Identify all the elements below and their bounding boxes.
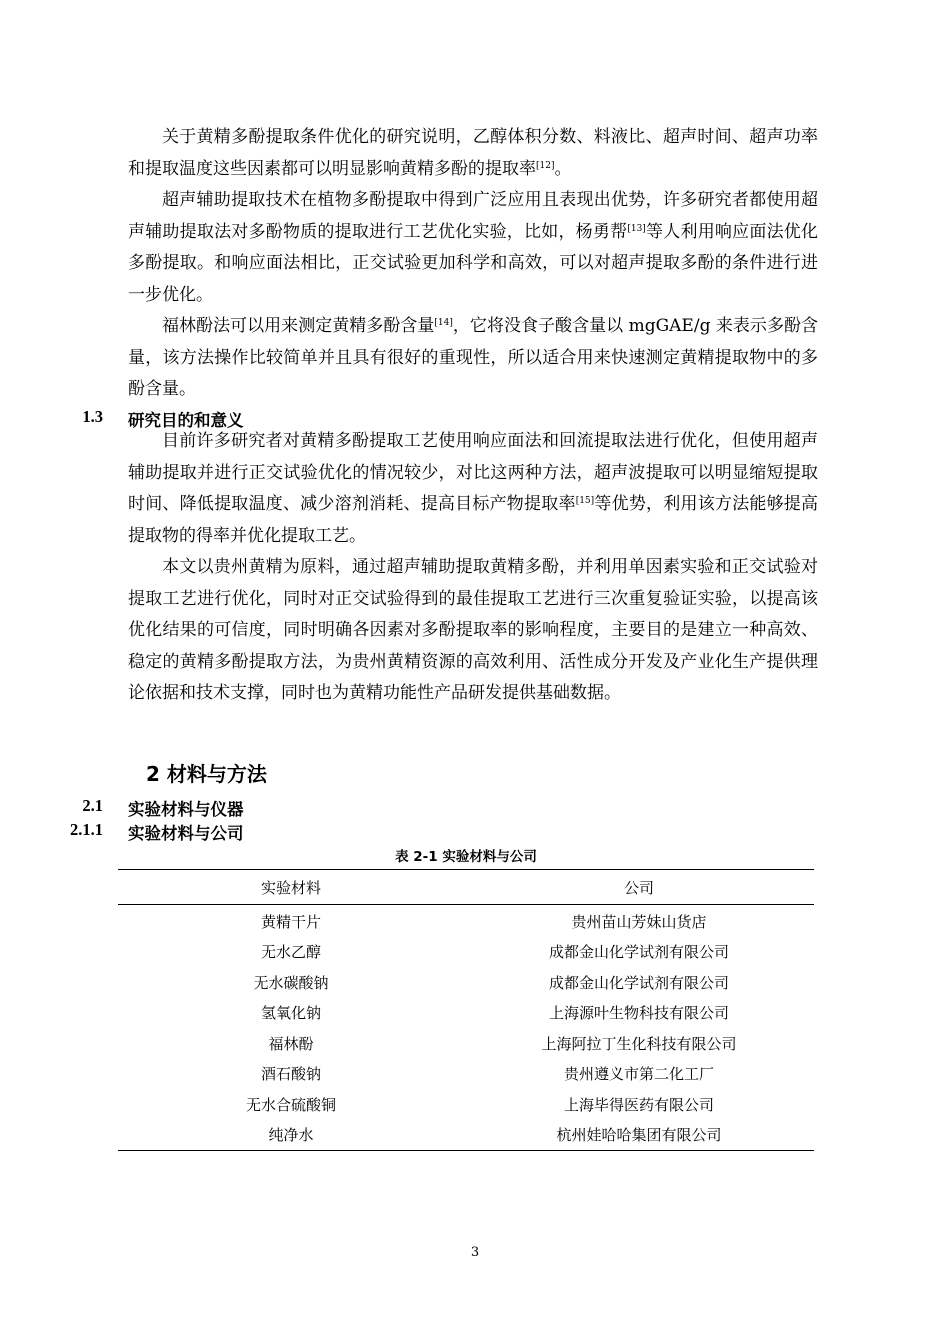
section-title: 研究目的和意义 (128, 411, 244, 430)
table-row (118, 1089, 814, 1120)
material-cell: 氢氧化钠 (260, 1004, 321, 1023)
page-number: 3 (470, 1245, 480, 1260)
company-cell: 上海毕得医药有限公司 (563, 1095, 714, 1114)
table-row (118, 937, 814, 968)
paragraph-1: 关于黄精多酚提取条件优化的研究说明，乙醇体积分数、料液比、超声时间、超声功率和提取温度这些因素都可以明显影响黄精多酚的提取率[12]。 (128, 127, 818, 179)
company-cell: 上海源叶生物科技有限公司 (548, 1004, 729, 1023)
paragraph-4: 目前许多研究者对黄精多酚提取工艺使用响应面法和回流提取法进行优化，但使用超声辅助提取并进行正交试验优化的情况较少，对比这两种方法，超声波提取可以明显缩短提取时间、降低提取温度、减少溶剂消耗、提高目标产物提取率[15]等优势，利用该方法能够提高提取物的得率并优化提取工艺。 (128, 431, 819, 546)
paragraph-5: 本文以贵州黄精为原料，通过超声辅助提取黄精多酚，并利用单因素实验和正交试验对提取工艺进行优化，同时对正交试验得到的最佳提取工艺进行三次重复验证实验，以提高该优化结果的可信度，同时明确各因素对多酚提取率的影响程度，主要目的是建立一种高效、稳定的黄精多酚提取方法，为贵州黄精资源的高效利用、活性成分开发及产业化生产提供理论依据和技术支撑，同时也为黄精功能性产品研发提供基础数据。 (128, 557, 818, 703)
material-cell: 无水碳酸钠 (253, 973, 329, 992)
section-number: 2.1 (82, 796, 103, 815)
section-title: 实验材料与公司 (128, 824, 244, 843)
paragraph-3: 福林酚法可以用来测定黄精多酚含量[14]，它将没食子酸含量以 mgGAE/g 来表示多酚含量，该方法操作比较简单并且具有很好的重现性，所以适合用来快速测定黄精提取物中的多酚含量。 (128, 316, 818, 399)
material-cell: 酒石酸钠 (260, 1065, 321, 1084)
chapter-heading: 2 材料与方法 (146, 762, 267, 786)
table-row (118, 905, 814, 937)
citation-ref: [14] (434, 318, 453, 328)
table-row (118, 1059, 814, 1090)
section-title: 实验材料与仪器 (128, 800, 244, 819)
materials-table (118, 869, 814, 1151)
table-row (118, 967, 814, 998)
column-header-material: 实验材料 (118, 870, 464, 905)
company-cell: 成都金山化学试剂有限公司 (548, 973, 729, 992)
company-cell: 贵州苗山芳妹山货店 (571, 912, 707, 931)
table-header-row (118, 870, 814, 905)
table-caption: 表 2-1 实验材料与公司 (395, 849, 537, 865)
material-cell: 纯净水 (118, 1120, 464, 1151)
citation-ref: [12] (536, 160, 555, 171)
material-cell: 福林酚 (268, 1034, 314, 1053)
company-cell: 贵州遵义市第二化工厂 (563, 1065, 714, 1084)
company-cell: 上海阿拉丁生化科技有限公司 (541, 1034, 737, 1053)
citation-ref: [13] (627, 223, 646, 234)
table-row (118, 1028, 814, 1059)
material-cell: 无水乙醇 (260, 943, 321, 962)
column-header-company: 公司 (464, 870, 814, 905)
paragraph-2: 超声辅助提取技术在植物多酚提取中得到广泛应用且表现出优势，许多研究者都使用超声辅助提取法对多酚物质的提取进行工艺优化实验，比如，杨勇帮[13]等人利用响应面法优化多酚提取。和响应面法相比，正交试验更加科学和高效，可以对超声提取多酚的条件进行进一步优化。 (128, 190, 819, 305)
table-row (118, 1120, 814, 1151)
section-number: 1.3 (82, 407, 103, 426)
company-cell: 杭州娃哈哈集团有限公司 (464, 1120, 814, 1151)
company-cell: 成都金山化学试剂有限公司 (548, 943, 729, 962)
section-number: 2.1.1 (70, 820, 103, 839)
material-cell: 黄精干片 (260, 912, 321, 931)
citation-ref: [15] (575, 496, 595, 506)
table-row (118, 998, 814, 1029)
material-cell: 无水合硫酸铜 (245, 1095, 336, 1114)
